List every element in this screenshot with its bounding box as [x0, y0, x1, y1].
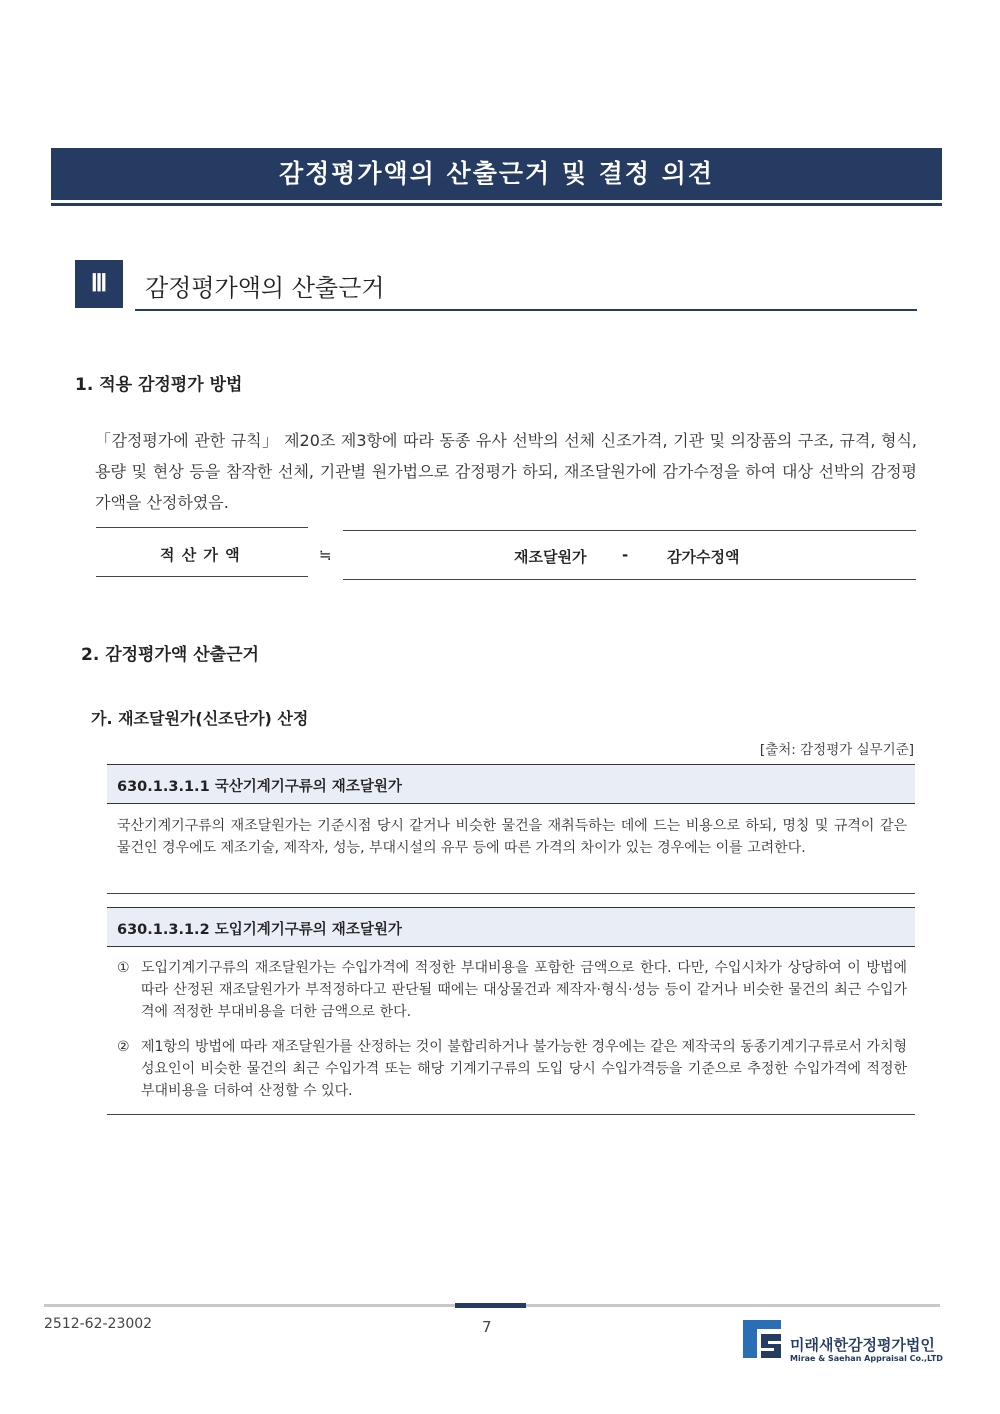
formula-rule-top-right: [343, 530, 916, 531]
method-paragraph: 「감정평가에 관한 규칙」 제20조 제3항에 따라 동종 유사 선박의 선체 신조가격, 기관 및 의장품의 구조, 규격, 형식, 용량 및 현상 등을 참작한 선체, 기관별 원가법으로 감정평가 하되, 재조달원가에 감가수정을 하여 대상 선박의 감정평가액을 산정하였음.: [95, 431, 917, 512]
footer-rule-accent: [455, 1303, 526, 1308]
formula-rule-bottom-right: [343, 579, 916, 580]
box1-body: 국산기계기구류의 재조달원가는 기준시점 당시 같거나 비슷한 물건을 재취득하는 데에 드는 비용으로 하되, 명칭 및 규격이 같은 물건인 경우에도 제조기술, 제작자, 성능, 부대시설의 유무 등에 따른 가격의 차이가 있는 경우에는 이를 고려한다.: [117, 818, 907, 856]
box2-heading-bar: [107, 907, 915, 947]
company-name-korean: 미래새한감정평가법인: [790, 1336, 935, 1354]
box2-item: [117, 957, 907, 1023]
formula-term-depreciation: 감가수정액: [667, 548, 740, 566]
heading-replacement-cost: 가. 재조달원가(신조단가) 산정: [91, 709, 309, 728]
formula-left-term: 적 산 가 액: [160, 546, 241, 564]
formula-term-replacement-cost: 재조달원가: [514, 548, 587, 566]
formula-rule-bottom-left: [96, 576, 308, 577]
box1-heading-bar: [107, 764, 915, 804]
page-number: 7: [482, 1318, 492, 1336]
item-number: ②: [117, 1039, 130, 1055]
section-title: 감정평가액의 산출근거: [145, 274, 385, 302]
box2-item: [117, 1036, 907, 1102]
item-text: 도입기계기구류의 재조달원가는 수입가격에 적정한 부대비용을 포함한 금액으로 한다. 다만, 수입시차가 상당하여 이 방법에 따라 산정된 재조달원가가 부적정하다고 판단될 때에는 대상물건과 제작자·형식·성능 등이 같거나 비슷한 물건의 최근 수입가격에 적정한 부대비용을 더한 금액으로 한다.: [141, 960, 907, 1020]
box2-heading: 630.1.3.1.2 도입기계기구류의 재조달원가: [117, 922, 402, 938]
section-number-badge: Ⅲ: [75, 260, 123, 308]
company-name-english: Mirae & Saehan Appraisal Co.,LTD: [790, 1354, 943, 1363]
page-title: 감정평가액의 산출근거 및 결정 의견: [278, 159, 715, 188]
formula-approx-sign: ≒: [319, 546, 332, 564]
item-number: ①: [117, 960, 130, 976]
box2-bottom-rule: [107, 1114, 915, 1115]
item-text: 제1항의 방법에 따라 재조달원가를 산정하는 것이 불합리하거나 불가능한 경우에는 같은 제작국의 동종기계기구류로서 가치형성요인이 비슷한 물건의 최근 수입가격 또는 해당 기계기구류의 도입 당시 수입가격등을 기준으로 추정한 수입가격에 적정한 부대비용을 더하여 산정할 수 있다.: [141, 1039, 907, 1099]
section-underline: [135, 309, 917, 311]
mirae-saehan-logo-icon: [741, 1318, 783, 1360]
box1-bottom-rule: [107, 893, 915, 894]
heading-appraisal-basis: 2. 감정평가액 산출근거: [81, 645, 259, 665]
title-banner-rule: [51, 203, 942, 206]
heading-applied-method: 1. 적용 감정평가 방법: [75, 375, 243, 395]
source-note: [출처: 감정평가 실무기준]: [759, 742, 914, 758]
document-code: 2512-62-23002: [44, 1316, 153, 1332]
formula-rule-top-left: [96, 527, 308, 528]
box1-heading: 630.1.3.1.1 국산기계기구류의 재조달원가: [117, 779, 402, 795]
formula-minus-sign: -: [622, 546, 629, 564]
